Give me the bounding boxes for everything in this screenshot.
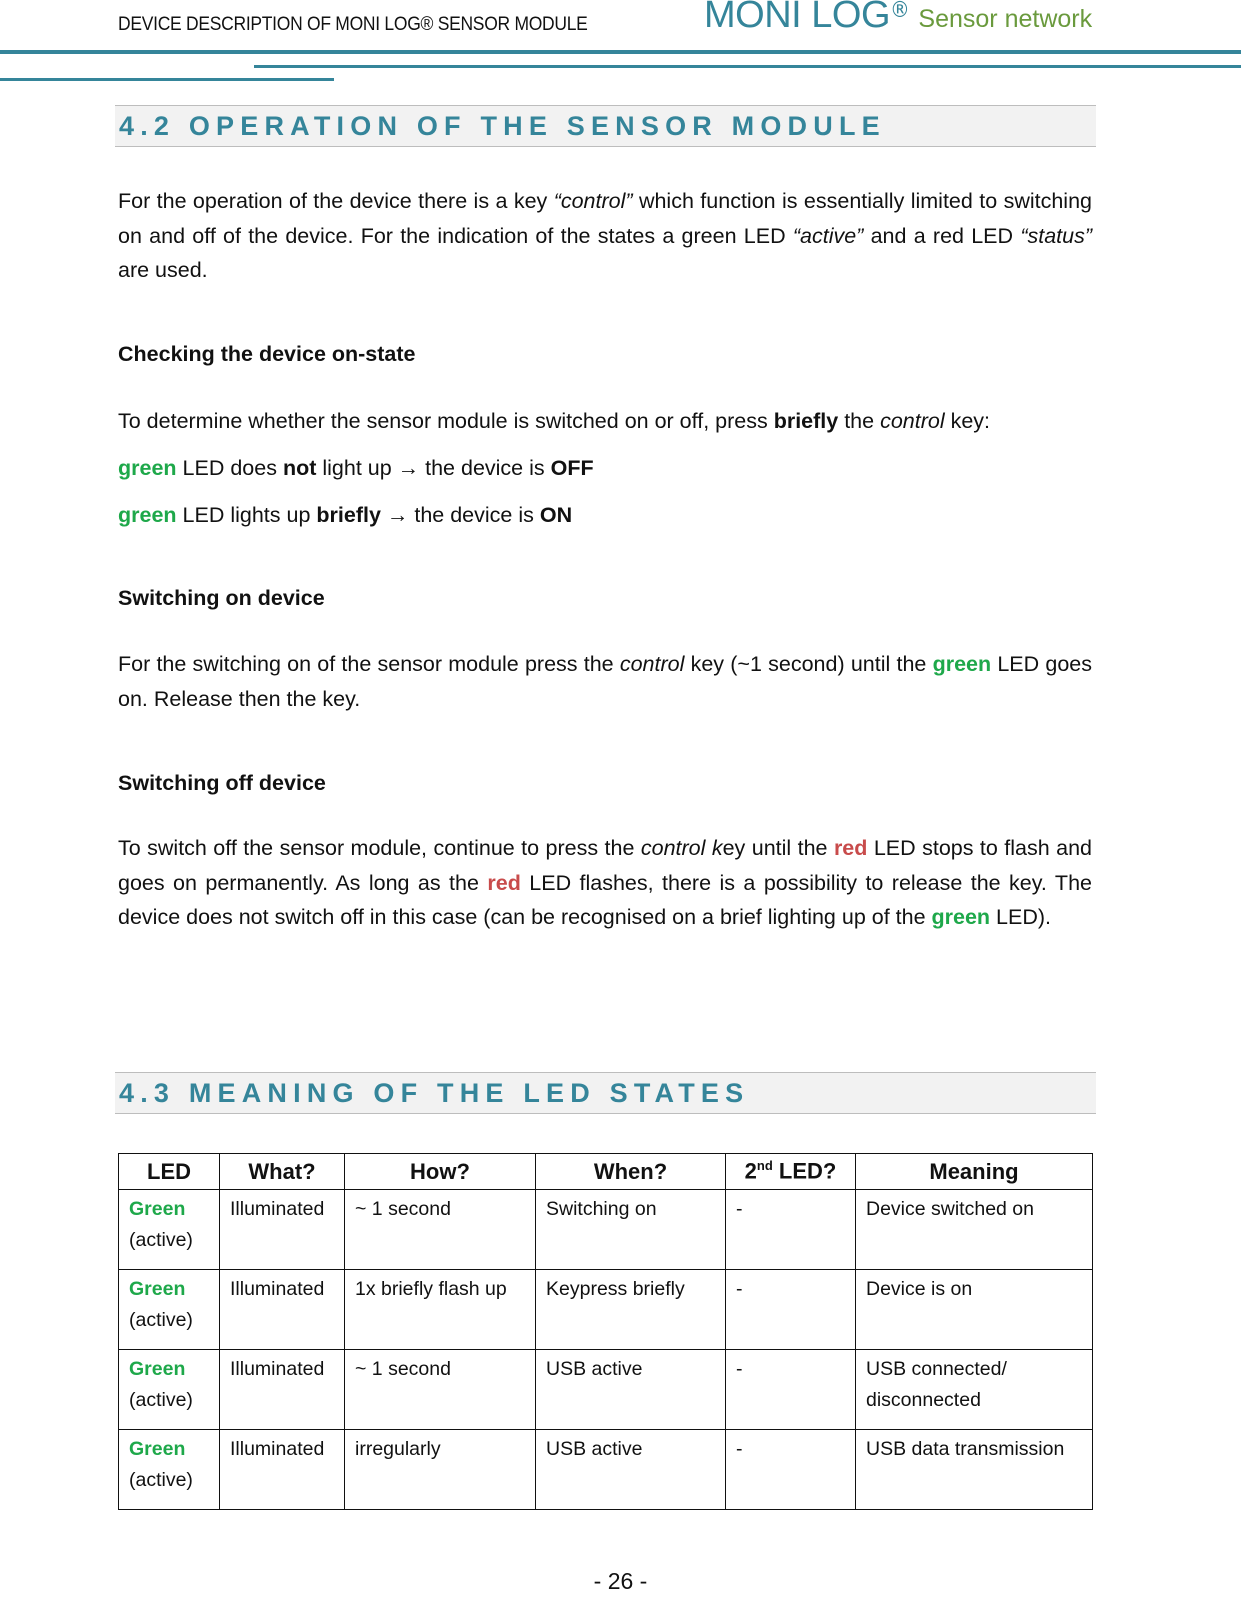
key-name: control k	[640, 836, 723, 860]
cell-what: Illuminated	[220, 1190, 345, 1270]
text: → the device is	[380, 503, 540, 527]
text: are used.	[118, 258, 208, 282]
header-rule-top	[0, 50, 1241, 54]
text: LED stops to flash and goes on permanently. As long as the	[118, 836, 1092, 895]
brand-name: MONI LOG	[704, 0, 891, 36]
key-name: control	[619, 652, 685, 676]
section-title: 4.3 MEANING OF THE LED STATES	[119, 1078, 750, 1108]
green-label: green	[118, 456, 177, 480]
led-role: (active)	[129, 1229, 193, 1251]
cell-meaning: Device switched on	[856, 1190, 1093, 1270]
text: For the switching on of the sensor module press the	[118, 652, 620, 676]
cell-second-led: -	[726, 1350, 856, 1430]
text: LED).	[990, 905, 1052, 929]
cell-led	[119, 1350, 220, 1430]
table-row	[119, 1190, 1093, 1270]
cell-what: Illuminated	[220, 1270, 345, 1350]
col-header-led: LED	[119, 1154, 220, 1190]
led-color: Green	[129, 1358, 186, 1380]
ordinal-suffix: nd	[756, 1158, 773, 1174]
cell-led	[119, 1190, 220, 1270]
red-label: red	[487, 870, 521, 895]
cell-meaning: Device is on	[856, 1270, 1093, 1350]
led-color: Green	[129, 1278, 186, 1300]
cell-how: ~ 1 second	[345, 1190, 536, 1270]
green-label: green	[931, 905, 991, 929]
col-header-how: How?	[345, 1154, 536, 1190]
col-header-meaning: Meaning	[856, 1154, 1093, 1190]
key-name: “control”	[553, 189, 633, 213]
cell-led	[119, 1270, 220, 1350]
cell-what: Illuminated	[220, 1430, 345, 1510]
cell-what: Illuminated	[220, 1350, 345, 1430]
cell-when: Keypress briefly	[536, 1270, 726, 1350]
text: ey until the	[722, 836, 834, 860]
cell-led	[119, 1430, 220, 1510]
text: LED?	[772, 1158, 837, 1184]
text: LED lights up	[176, 503, 317, 527]
switch-on-paragraph	[118, 647, 1092, 716]
cell-when: USB active	[536, 1350, 726, 1430]
document-title: DEVICE DESCRIPTION OF MONI LOG® SENSOR MODULE	[118, 14, 588, 35]
cell-how: irregularly	[345, 1430, 536, 1510]
col-header-when: When?	[536, 1154, 726, 1190]
text: key (~1 second) until the	[684, 652, 933, 676]
header-rule-middle	[254, 65, 1241, 68]
cell-second-led: -	[726, 1430, 856, 1510]
cell-when: Switching on	[536, 1190, 726, 1270]
led-name-status: “status”	[1020, 223, 1092, 248]
page-number: - 26 -	[593, 1568, 648, 1594]
table-row	[119, 1270, 1093, 1350]
cell-when: USB active	[536, 1430, 726, 1510]
text: which function is essentially limited to switching on and off of the device. For the indication of the states a green LED	[118, 189, 1092, 248]
state-off: OFF	[550, 456, 594, 480]
text: and a red LED	[863, 223, 1021, 248]
led-role: (active)	[129, 1469, 193, 1491]
subheading-switching-off: Switching off device	[118, 771, 326, 795]
subheading-checking-on-state: Checking the device on-state	[118, 342, 416, 366]
text: To switch off the sensor module, continue to press the	[118, 836, 641, 860]
led-color: Green	[129, 1198, 186, 1220]
text: To determine whether the sensor module is switched on or off, press	[118, 409, 774, 433]
green-label: green	[932, 652, 992, 676]
green-label: green	[118, 503, 177, 527]
check-instructions	[118, 409, 990, 434]
check-result-on	[118, 503, 572, 528]
registered-mark: ®	[890, 0, 910, 23]
text: LED does	[176, 456, 283, 480]
cell-meaning: USB connected/ disconnected	[856, 1350, 1093, 1430]
text: 2	[744, 1158, 757, 1184]
text: LED goes on. Release then the key.	[118, 652, 1092, 711]
led-role: (active)	[129, 1309, 193, 1331]
intro-paragraph	[118, 184, 1092, 288]
led-color: Green	[129, 1438, 186, 1460]
section-heading-4-2	[115, 105, 1096, 147]
led-role: (active)	[129, 1389, 193, 1411]
brand-tagline: Sensor network	[918, 5, 1093, 33]
section-title: 4.2 OPERATION OF THE SENSOR MODULE	[119, 111, 886, 141]
cell-second-led: -	[726, 1190, 856, 1270]
cell-second-led: -	[726, 1270, 856, 1350]
emphasis: not	[282, 456, 317, 480]
switch-off-paragraph	[118, 831, 1092, 935]
text: the	[838, 409, 881, 433]
table-header-row	[119, 1154, 1093, 1190]
table-row	[119, 1350, 1093, 1430]
table-row	[119, 1430, 1093, 1510]
col-header-second-led	[726, 1154, 856, 1190]
text: light up → the device is	[316, 456, 551, 480]
header-rule-bottom	[0, 78, 334, 81]
check-result-off	[118, 456, 594, 481]
state-on: ON	[539, 503, 573, 527]
cell-meaning: USB data transmission	[856, 1430, 1093, 1510]
cell-how: ~ 1 second	[345, 1350, 536, 1430]
subheading-switching-on: Switching on device	[118, 586, 325, 610]
emphasis: briefly	[773, 409, 839, 433]
section-heading-4-3	[115, 1072, 1096, 1114]
text: For the operation of the device there is a key	[118, 189, 554, 213]
red-label: red	[833, 836, 868, 860]
brand-logo	[704, 0, 1092, 37]
col-header-what: What?	[220, 1154, 345, 1190]
cell-how: 1x briefly flash up	[345, 1270, 536, 1350]
text: key:	[944, 409, 991, 433]
led-states-table	[118, 1153, 1093, 1510]
led-name-active: “active”	[792, 223, 864, 248]
text: LED flashes, there is a possibility to release the key. The device does not switch off in this case (can be recognised on a brief lighting up of the	[118, 870, 1092, 929]
key-name: control	[880, 409, 945, 433]
emphasis: briefly	[316, 503, 381, 527]
